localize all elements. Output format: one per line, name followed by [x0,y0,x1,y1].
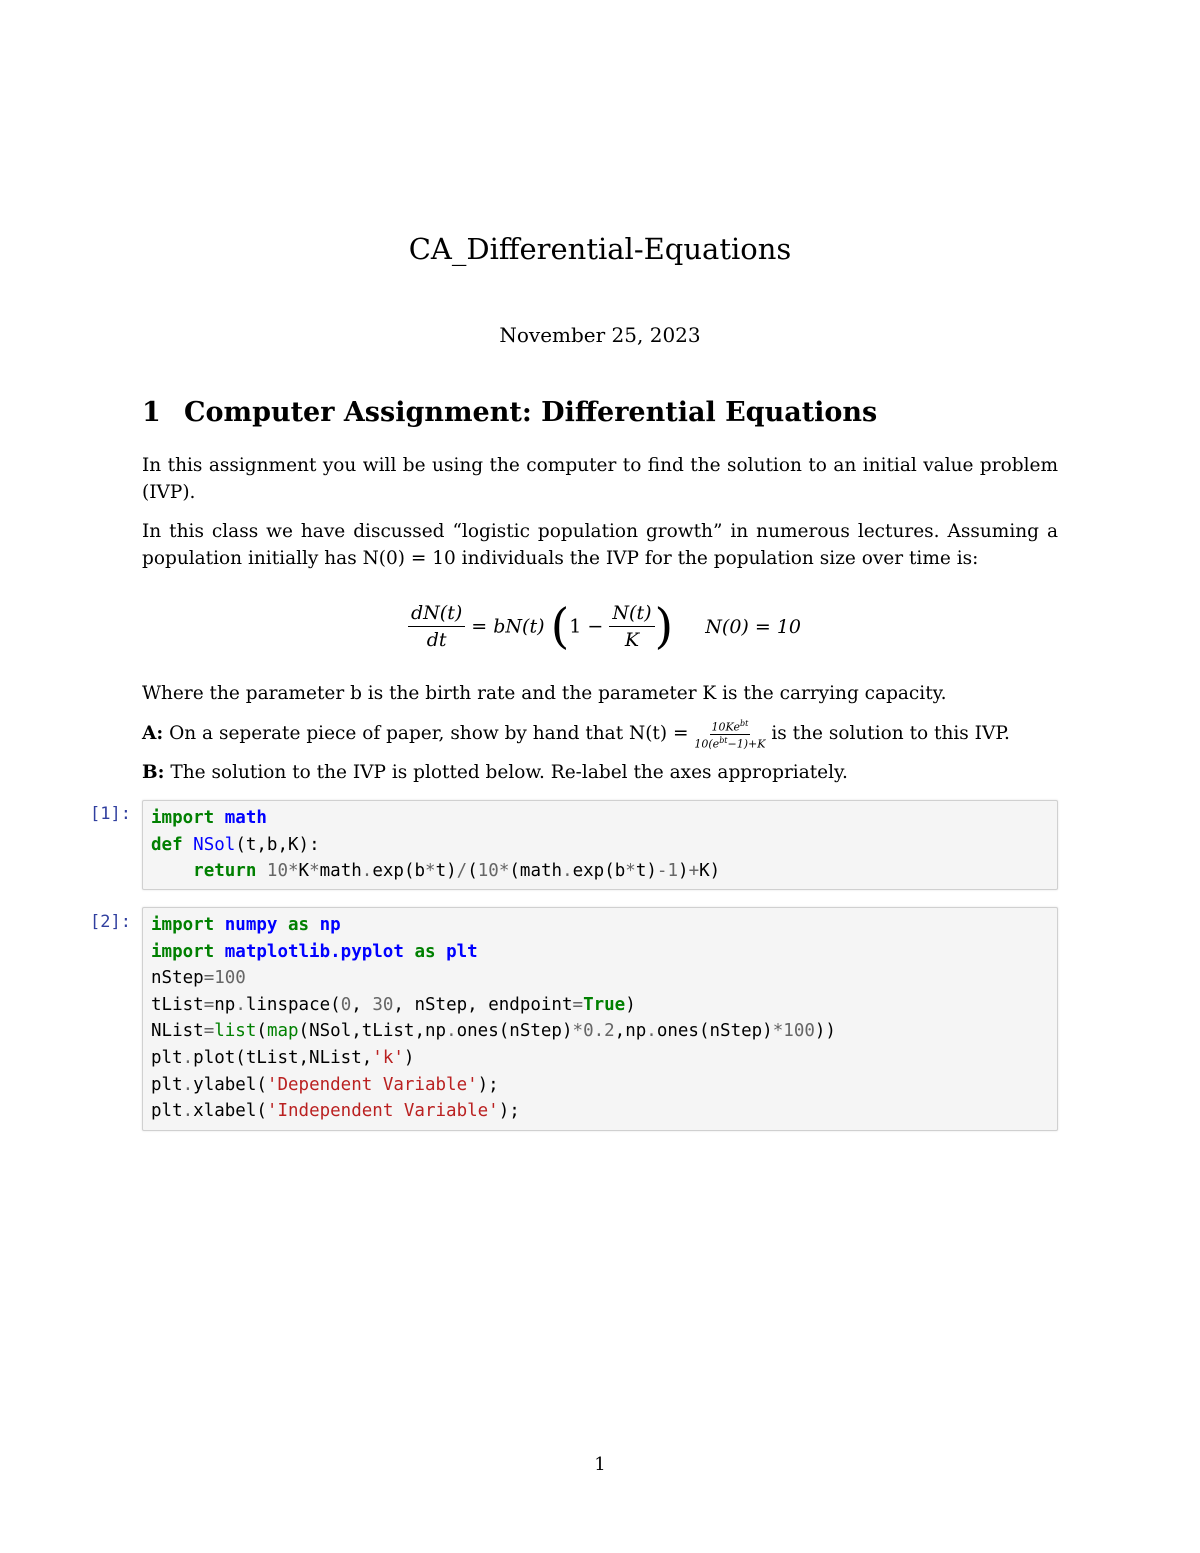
part-a-numerator: $10Ke^{bt}$ [711,719,749,734]
document-title: CA_Differential-Equations [408,232,792,266]
part-b-paragraph [142,759,1058,786]
section-number: 1 [142,397,161,428]
part-b-text: The solution to the IVP is plotted below. Re-label the axes appropriately. [170,762,848,783]
eq-middle: = bN(t) [471,615,545,638]
eq-one-minus: 1 − [569,615,604,638]
parameter-paragraph: Where the parameter b is the birth rate and the parameter K is the carrying capacity. [142,683,947,704]
eq-inner-fraction [609,602,654,651]
code-block-1: import math def NSol(t,b,K): return 10*K*math.exp(b*t)/(10*(math.exp(b*t)-1)+K) [151,808,721,882]
eq-lhs-fraction [408,602,465,651]
eq-inner-numerator: N(t) [609,602,654,627]
eq-right-paren: ) [654,598,674,655]
code-block-2: import numpy as np import matplotlib.pyplot as plt nStep=100 tList=np.linspace(0, 30, nStep, endpoint=True) NList=list(map(NSol,tList,np.ones(nStep)*0.2,np.ones(nStep)*100)) plt.plot(tList,NList,'k') plt.ylabel('Dependent Variable'); plt.xlabel('Independent Variable'); [151,915,836,1122]
part-a-text-end: is the solution to this IVP. [771,723,1010,745]
section-heading [142,397,877,428]
section-title: Computer Assignment: Differential Equations [184,397,878,428]
cell-prompt-1: [1]: [90,804,131,824]
ivp-paragraph: In this class we have discussed “logistic population growth” in numerous lectures. Assuming a population initially has N(0) = 10 individuals the IVP for the population size over time is: [142,521,1058,569]
intro-paragraph: In this assignment you will be using the computer to find the solution to an initial value problem (IVP). [142,455,1058,503]
document-date: November 25, 2023 [499,323,701,347]
part-b-label: B: [142,762,165,783]
eq-initial-condition: N(0) = 10 [705,615,801,638]
eq-inner-denominator: K [624,629,640,651]
page-number: 1 [594,1454,606,1475]
eq-left-paren: ( [550,598,570,655]
part-a-paragraph [142,718,1058,750]
part-a-text: On a seperate piece of paper, show by hand that N(t) = [169,723,689,745]
code-cell-1[interactable] [142,800,1058,890]
part-a-denominator: $10(e^{bt}-1)+K$ [694,735,766,751]
cell-prompt-2: [2]: [90,912,131,932]
eq-lhs-denominator: dt [426,629,447,651]
code-cell-2[interactable] [142,907,1058,1131]
part-a-label: A: [142,723,164,745]
part-a-solution-fraction [694,718,765,750]
logistic-equation [0,598,1200,662]
eq-lhs-numerator: dN(t) [408,602,465,627]
